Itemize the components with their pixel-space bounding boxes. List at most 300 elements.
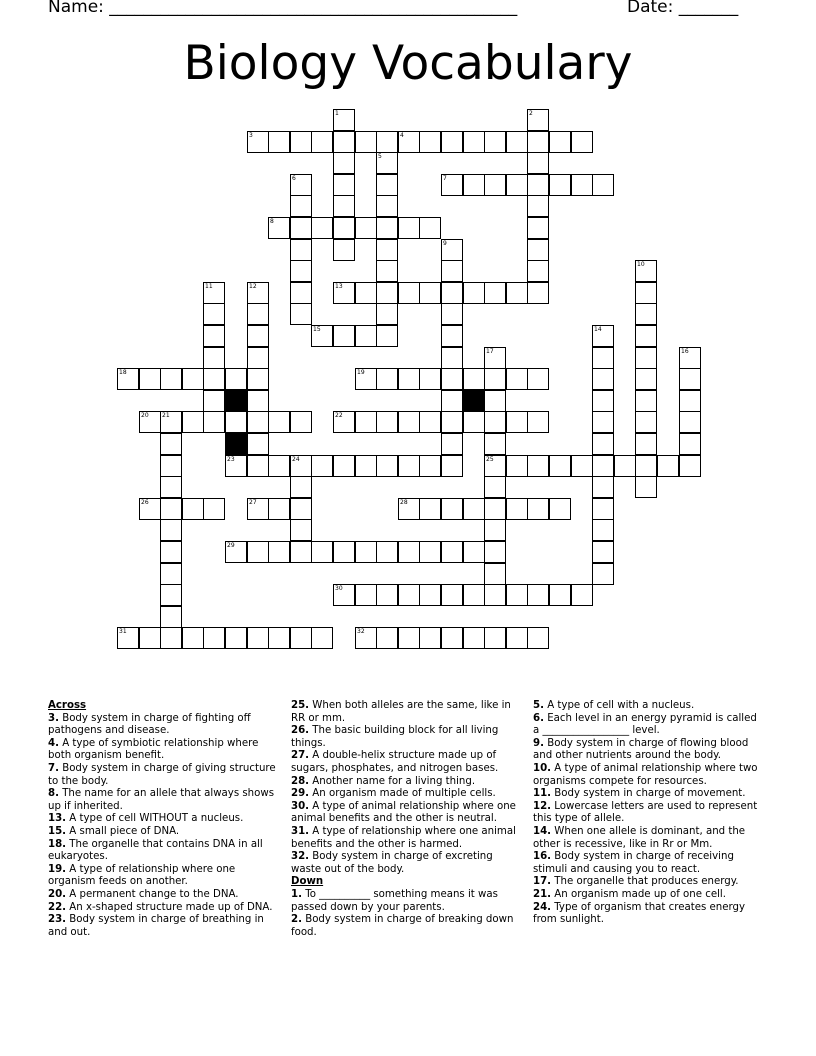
grid-cell[interactable] <box>160 411 182 433</box>
grid-cell[interactable] <box>268 541 290 563</box>
grid-cell[interactable] <box>268 455 290 477</box>
grid-cell[interactable] <box>635 303 657 325</box>
grid-cell[interactable] <box>290 303 312 325</box>
clue-text: Body system in charge of excreting waste out of the body. <box>291 851 493 875</box>
clue-item <box>291 889 523 914</box>
grid-cell[interactable] <box>398 282 420 304</box>
clue-text: A double-helix structure made up of sugars, phosphates, and nitrogen bases. <box>291 750 499 774</box>
grid-cell[interactable] <box>463 368 485 390</box>
grid-cell[interactable] <box>182 411 204 433</box>
grid-cell[interactable] <box>419 627 441 649</box>
grid-cell[interactable] <box>441 627 463 649</box>
grid-cell[interactable] <box>311 455 333 477</box>
grid-cell[interactable] <box>376 584 398 606</box>
grid-cell[interactable] <box>182 627 204 649</box>
grid-cell[interactable] <box>441 174 463 196</box>
grid-cell[interactable] <box>441 368 463 390</box>
grid-cell[interactable] <box>441 584 463 606</box>
grid-cell[interactable] <box>549 455 571 477</box>
grid-cell[interactable] <box>117 368 139 390</box>
grid-cell[interactable] <box>484 411 506 433</box>
grid-cell[interactable] <box>484 282 506 304</box>
clue-item <box>291 750 523 775</box>
clue-text: A type of relationship where one organism feeds on another. <box>48 863 236 888</box>
grid-cell[interactable] <box>549 174 571 196</box>
grid-cell[interactable] <box>160 455 182 477</box>
grid-cell[interactable] <box>484 174 506 196</box>
grid-cell[interactable] <box>160 519 182 541</box>
grid-cell[interactable] <box>117 627 139 649</box>
grid-cell[interactable] <box>527 368 549 390</box>
grid-cell[interactable] <box>441 390 463 412</box>
grid-cell[interactable] <box>441 498 463 520</box>
grid-cell[interactable] <box>203 303 225 325</box>
name-field[interactable]: Name: ________________________________________________ <box>48 0 518 17</box>
grid-cell[interactable] <box>290 239 312 261</box>
grid-cell[interactable] <box>376 455 398 477</box>
grid-cell[interactable] <box>441 541 463 563</box>
grid-cell[interactable] <box>333 282 355 304</box>
grid-cell[interactable] <box>635 260 657 282</box>
grid-cell[interactable] <box>635 411 657 433</box>
grid-cell[interactable] <box>419 498 441 520</box>
grid-cell[interactable] <box>290 541 312 563</box>
grid-cell[interactable] <box>679 455 701 477</box>
clue-column-2 <box>291 700 523 939</box>
grid-cell[interactable] <box>635 282 657 304</box>
grid-cell[interactable] <box>441 239 463 261</box>
clue-text: Body system in charge of giving structure to the body. <box>48 762 276 787</box>
grid-cell[interactable] <box>333 584 355 606</box>
grid-cell[interactable] <box>247 627 269 649</box>
cell-number: 12 <box>249 283 257 290</box>
grid-cell[interactable] <box>592 347 614 369</box>
grid-cell[interactable] <box>506 368 528 390</box>
grid-cell[interactable] <box>398 217 420 239</box>
grid-cell[interactable] <box>484 455 506 477</box>
clue-item <box>291 801 523 826</box>
clue-text: The basic building block for all living things. <box>291 725 499 749</box>
clue-number: 31. <box>291 825 310 837</box>
clue-text: A type of animal relationship where one animal benefits and the other is neutral. <box>291 800 516 825</box>
grid-cell[interactable] <box>679 433 701 455</box>
grid-cell[interactable] <box>398 411 420 433</box>
grid-cell[interactable] <box>398 131 420 153</box>
grid-cell[interactable] <box>484 347 506 369</box>
grid-cell[interactable] <box>441 347 463 369</box>
clue-text: The organelle that contains DNA in all eukaryotes. <box>48 838 263 863</box>
grid-cell[interactable] <box>247 455 269 477</box>
clue-number: 19. <box>48 863 67 875</box>
clue-number: 18. <box>48 838 67 850</box>
grid-cell[interactable] <box>203 282 225 304</box>
grid-cell[interactable] <box>571 174 593 196</box>
clue-item <box>48 914 280 939</box>
grid-cell[interactable] <box>247 498 269 520</box>
grid-cell[interactable] <box>139 368 161 390</box>
grid-cell[interactable] <box>592 519 614 541</box>
grid-cell[interactable] <box>376 325 398 347</box>
grid-cell[interactable] <box>247 131 269 153</box>
grid-cell[interactable] <box>376 282 398 304</box>
grid-cell[interactable] <box>160 433 182 455</box>
grid-cell[interactable] <box>463 131 485 153</box>
clue-item <box>48 826 280 839</box>
grid-cell[interactable] <box>592 174 614 196</box>
grid-cell[interactable] <box>635 325 657 347</box>
cell-number: 21 <box>162 412 170 419</box>
grid-cell[interactable] <box>290 498 312 520</box>
clue-text: Body system in charge of breathing in and out. <box>48 914 264 938</box>
grid-cell[interactable] <box>355 368 377 390</box>
grid-cell[interactable] <box>203 368 225 390</box>
grid-cell[interactable] <box>614 455 636 477</box>
grid-cell[interactable] <box>484 584 506 606</box>
grid-cell[interactable] <box>527 174 549 196</box>
grid-cell[interactable] <box>679 368 701 390</box>
grid-cell[interactable] <box>484 519 506 541</box>
grid-cell[interactable] <box>441 455 463 477</box>
grid-cell[interactable] <box>247 325 269 347</box>
grid-cell[interactable] <box>398 368 420 390</box>
grid-cell[interactable] <box>679 390 701 412</box>
grid-cell[interactable] <box>592 433 614 455</box>
clue-item <box>533 700 765 713</box>
grid-cell[interactable] <box>139 627 161 649</box>
grid-cell[interactable] <box>247 303 269 325</box>
grid-cell[interactable] <box>592 411 614 433</box>
grid-cell[interactable] <box>463 411 485 433</box>
cell-number: 18 <box>119 369 127 376</box>
grid-cell[interactable] <box>160 627 182 649</box>
grid-cell[interactable] <box>355 627 377 649</box>
grid-cell[interactable] <box>592 325 614 347</box>
grid-cell[interactable] <box>463 584 485 606</box>
grid-cell[interactable] <box>290 131 312 153</box>
grid-cell[interactable] <box>160 498 182 520</box>
clue-text: A type of symbiotic relationship where both organism benefit. <box>48 737 259 762</box>
grid-cell[interactable] <box>333 109 355 131</box>
grid-cell[interactable] <box>484 541 506 563</box>
grid-cell[interactable] <box>268 217 290 239</box>
page-title: Biology Vocabulary <box>183 36 633 91</box>
grid-cell[interactable] <box>311 131 333 153</box>
grid-cell[interactable] <box>247 433 269 455</box>
grid-cell[interactable] <box>376 131 398 153</box>
grid-cell[interactable] <box>419 455 441 477</box>
grid-cell[interactable] <box>290 282 312 304</box>
grid-cell[interactable] <box>635 476 657 498</box>
grid-cell[interactable] <box>376 174 398 196</box>
grid-cell[interactable] <box>376 368 398 390</box>
clue-number: 12. <box>533 800 552 812</box>
clue-number: 20. <box>48 888 67 900</box>
grid-cell[interactable] <box>225 411 247 433</box>
grid-cell[interactable] <box>311 627 333 649</box>
grid-cell[interactable] <box>506 174 528 196</box>
grid-cell[interactable] <box>527 584 549 606</box>
grid-cell[interactable] <box>527 109 549 131</box>
grid-cell[interactable] <box>333 455 355 477</box>
grid-cell[interactable] <box>419 584 441 606</box>
grid-cell[interactable] <box>333 152 355 174</box>
grid-cell[interactable] <box>635 433 657 455</box>
grid-cell[interactable] <box>376 260 398 282</box>
grid-cell[interactable] <box>333 174 355 196</box>
grid-cell[interactable] <box>635 368 657 390</box>
grid-cell[interactable] <box>484 476 506 498</box>
grid-cell[interactable] <box>549 498 571 520</box>
grid-cell[interactable] <box>139 411 161 433</box>
grid-cell[interactable] <box>484 390 506 412</box>
grid-cell[interactable] <box>247 390 269 412</box>
grid-cell[interactable] <box>635 390 657 412</box>
grid-cell[interactable] <box>549 131 571 153</box>
grid-cell[interactable] <box>376 195 398 217</box>
clue-text: Body system in charge of breaking down food. <box>291 914 514 938</box>
clue-number: 5. <box>533 700 544 711</box>
grid-cell[interactable] <box>247 541 269 563</box>
grid-cell[interactable] <box>311 325 333 347</box>
grid-cell[interactable] <box>592 476 614 498</box>
grid-cell[interactable] <box>333 217 355 239</box>
grid-cell[interactable] <box>463 498 485 520</box>
grid-cell[interactable] <box>225 368 247 390</box>
grid-cell[interactable] <box>441 433 463 455</box>
grid-cell[interactable] <box>506 282 528 304</box>
grid-cell[interactable] <box>592 541 614 563</box>
grid-cell[interactable] <box>355 411 377 433</box>
grid-cell[interactable] <box>160 368 182 390</box>
grid-cell[interactable] <box>160 606 182 628</box>
grid-cell[interactable] <box>333 131 355 153</box>
clue-number: 21. <box>533 888 552 900</box>
grid-cell[interactable] <box>376 303 398 325</box>
grid-cell[interactable] <box>441 325 463 347</box>
grid-cell[interactable] <box>398 627 420 649</box>
clue-text: A type of relationship where one animal benefits and the other is harmed. <box>291 825 516 850</box>
grid-cell[interactable] <box>355 217 377 239</box>
grid-cell[interactable] <box>160 563 182 585</box>
grid-cell[interactable] <box>290 476 312 498</box>
grid-cell[interactable] <box>290 174 312 196</box>
grid-cell[interactable] <box>268 131 290 153</box>
grid-cell[interactable] <box>376 239 398 261</box>
grid-cell[interactable] <box>333 239 355 261</box>
grid-cell[interactable] <box>484 627 506 649</box>
grid-cell[interactable] <box>139 498 161 520</box>
grid-cell[interactable] <box>311 541 333 563</box>
grid-cell[interactable] <box>376 541 398 563</box>
grid-cell[interactable] <box>484 433 506 455</box>
grid-cell[interactable] <box>376 217 398 239</box>
cell-number: 23 <box>227 456 235 463</box>
grid-cell[interactable] <box>290 455 312 477</box>
grid-cell[interactable] <box>376 152 398 174</box>
grid-cell[interactable] <box>398 584 420 606</box>
grid-cell[interactable] <box>484 368 506 390</box>
grid-cell[interactable] <box>290 260 312 282</box>
grid-cell[interactable] <box>571 455 593 477</box>
grid-cell[interactable] <box>182 368 204 390</box>
grid-cell[interactable] <box>419 541 441 563</box>
grid-cell[interactable] <box>268 498 290 520</box>
grid-cell[interactable] <box>441 131 463 153</box>
grid-cell[interactable] <box>160 541 182 563</box>
grid-cell[interactable] <box>333 411 355 433</box>
grid-cell[interactable] <box>635 347 657 369</box>
grid-cell[interactable] <box>527 260 549 282</box>
grid-cell[interactable] <box>355 584 377 606</box>
grid-cell[interactable] <box>203 390 225 412</box>
cell-number: 16 <box>681 348 689 355</box>
grid-cell[interactable] <box>527 411 549 433</box>
grid-cell[interactable] <box>203 411 225 433</box>
grid-cell[interactable] <box>592 563 614 585</box>
clue-item <box>48 813 280 826</box>
grid-cell[interactable] <box>160 584 182 606</box>
grid-cell[interactable] <box>355 455 377 477</box>
grid-cell[interactable] <box>657 455 679 477</box>
grid-cell[interactable] <box>290 411 312 433</box>
grid-cell[interactable] <box>441 282 463 304</box>
grid-cell[interactable] <box>290 195 312 217</box>
clue-item <box>533 788 765 801</box>
clue-number: 23. <box>48 914 67 926</box>
grid-cell[interactable] <box>463 541 485 563</box>
cell-number: 11 <box>205 283 213 290</box>
grid-cell[interactable] <box>506 411 528 433</box>
cell-number: 17 <box>486 348 494 355</box>
clue-number: 17. <box>533 876 552 888</box>
grid-cell[interactable] <box>484 563 506 585</box>
grid-cell[interactable] <box>247 368 269 390</box>
clue-number: 8. <box>48 788 59 800</box>
clue-item <box>48 713 280 738</box>
grid-cell[interactable] <box>463 282 485 304</box>
grid-cell[interactable] <box>311 217 333 239</box>
grid-cell[interactable] <box>527 282 549 304</box>
grid-cell[interactable] <box>247 347 269 369</box>
cell-number: 27 <box>249 499 257 506</box>
grid-cell[interactable] <box>463 627 485 649</box>
grid-cell[interactable] <box>635 455 657 477</box>
grid-cell[interactable] <box>398 455 420 477</box>
grid-cell[interactable] <box>419 131 441 153</box>
grid-cell[interactable] <box>506 498 528 520</box>
clue-text: The name for an allele that always shows up if inherited. <box>48 788 275 812</box>
grid-cell[interactable] <box>268 627 290 649</box>
grid-cell[interactable] <box>333 195 355 217</box>
grid-cell[interactable] <box>571 131 593 153</box>
grid-cell[interactable] <box>463 174 485 196</box>
grid-cell[interactable] <box>247 411 269 433</box>
grid-cell[interactable] <box>225 455 247 477</box>
grid-cell[interactable] <box>203 498 225 520</box>
clue-item <box>291 725 523 750</box>
clue-item <box>291 776 523 789</box>
cell-number: 24 <box>292 456 300 463</box>
grid-cell[interactable] <box>355 131 377 153</box>
grid-cell[interactable] <box>506 455 528 477</box>
grid-cell[interactable] <box>527 239 549 261</box>
grid-cell[interactable] <box>225 627 247 649</box>
clue-number: 7. <box>48 762 59 774</box>
grid-cell[interactable] <box>355 325 377 347</box>
grid-cell[interactable] <box>527 455 549 477</box>
grid-cell[interactable] <box>527 131 549 153</box>
grid-cell[interactable] <box>247 282 269 304</box>
grid-cell[interactable] <box>268 411 290 433</box>
grid-cell[interactable] <box>527 217 549 239</box>
grid-cell[interactable] <box>527 195 549 217</box>
grid-cell[interactable] <box>203 627 225 649</box>
grid-cell[interactable] <box>333 325 355 347</box>
date-field[interactable]: Date: _______ <box>627 0 739 17</box>
grid-cell[interactable] <box>419 282 441 304</box>
grid-cell[interactable] <box>441 260 463 282</box>
grid-cell[interactable] <box>419 411 441 433</box>
grid-cell[interactable] <box>506 627 528 649</box>
grid-cell[interactable] <box>160 476 182 498</box>
grid-cell[interactable] <box>506 584 528 606</box>
grid-cell[interactable] <box>527 152 549 174</box>
grid-cell[interactable] <box>441 411 463 433</box>
cell-number: 25 <box>486 456 494 463</box>
grid-cell[interactable] <box>592 498 614 520</box>
grid-cell[interactable] <box>290 519 312 541</box>
cell-number: 5 <box>378 153 382 160</box>
grid-cell[interactable] <box>376 411 398 433</box>
grid-cell[interactable] <box>355 541 377 563</box>
clue-column-3 <box>533 700 765 927</box>
grid-cell[interactable] <box>419 368 441 390</box>
grid-cell[interactable] <box>549 584 571 606</box>
grid-cell[interactable] <box>203 347 225 369</box>
grid-cell[interactable] <box>419 217 441 239</box>
grid-cell[interactable] <box>679 347 701 369</box>
grid-cell[interactable] <box>225 541 247 563</box>
grid-cell[interactable] <box>290 217 312 239</box>
grid-cell[interactable] <box>355 282 377 304</box>
grid-cell[interactable] <box>592 390 614 412</box>
clue-number: 25. <box>291 700 310 711</box>
clue-item <box>48 889 280 902</box>
clue-number: 11. <box>533 788 552 800</box>
grid-cell[interactable] <box>571 584 593 606</box>
grid-cell[interactable] <box>527 627 549 649</box>
grid-cell[interactable] <box>203 325 225 347</box>
grid-cell[interactable] <box>484 498 506 520</box>
grid-cell[interactable] <box>484 131 506 153</box>
cell-number: 4 <box>400 132 404 139</box>
grid-cell[interactable] <box>506 131 528 153</box>
grid-cell[interactable] <box>398 541 420 563</box>
grid-cell[interactable] <box>376 627 398 649</box>
grid-cell[interactable] <box>182 498 204 520</box>
grid-cell[interactable] <box>679 411 701 433</box>
clue-item <box>291 914 523 939</box>
grid-cell[interactable] <box>398 498 420 520</box>
grid-cell[interactable] <box>333 541 355 563</box>
black-cell <box>225 433 247 455</box>
grid-cell[interactable] <box>592 455 614 477</box>
grid-cell[interactable] <box>527 498 549 520</box>
grid-cell[interactable] <box>441 303 463 325</box>
grid-cell[interactable] <box>290 627 312 649</box>
cell-number: 7 <box>443 175 447 182</box>
grid-cell[interactable] <box>592 368 614 390</box>
